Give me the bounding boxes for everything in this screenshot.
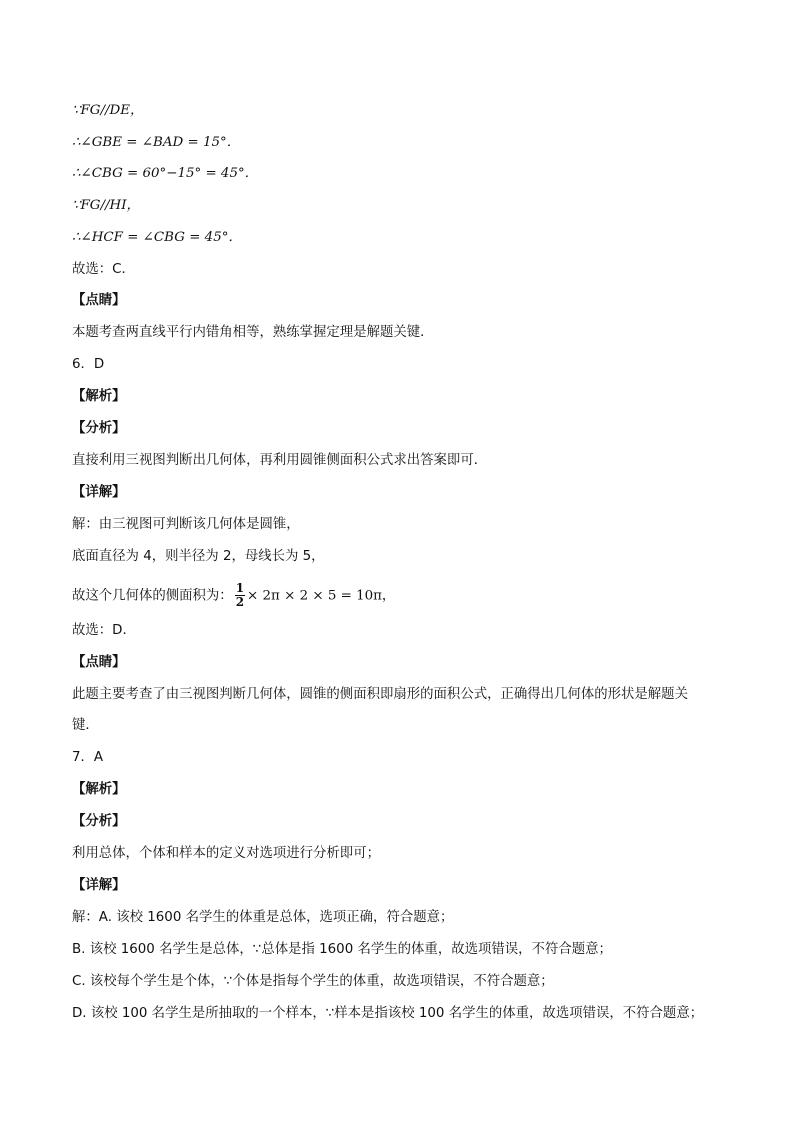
section-heading: 【分析】 [72, 421, 126, 436]
formula-prefix: 故这个几何体的侧面积为： [72, 588, 233, 604]
text-line: 故选：D． [72, 623, 136, 638]
text-line: 故选：C． [72, 262, 135, 277]
section-heading: 【解析】 [72, 389, 126, 404]
section-heading: 【解析】 [72, 782, 126, 797]
section-heading: 【点睛】 [72, 655, 126, 670]
question-answer: 6．D [72, 357, 105, 372]
fraction-denominator: 2 [235, 595, 245, 609]
text-line: 此题主要考查了由三视图判断几何体，圆锥的侧面积即扇形的面积公式，正确得出几何体的形状是解题关 [72, 687, 688, 702]
text-line: 直接利用三视图判断出几何体，再利用圆锥侧面积公式求出答案即可． [72, 453, 488, 468]
text-line: 底面直径为 4，则半径为 2，母线长为 5， [72, 549, 325, 564]
formula-expression: × 2π × 2 × 5 = 10π， [247, 588, 396, 604]
text-line: ∴∠CBG = 60°−15° = 45°． [72, 166, 259, 181]
section-heading: 【点睛】 [72, 293, 126, 308]
section-heading: 【详解】 [72, 485, 126, 500]
text-line: C. 该校每个学生是个体，∵个体是指每个学生的体重，故选项错误，不符合题意； [72, 974, 554, 989]
section-heading: 【详解】 [72, 878, 126, 893]
text-line: ∵FG//HI， [72, 198, 140, 213]
formula-line [72, 582, 724, 609]
section-heading: 【分析】 [72, 814, 126, 829]
text-line: ∵FG//DE， [72, 103, 144, 118]
text-line: 本题考查两直线平行内错角相等，熟练掌握定理是解题关键． [72, 325, 434, 340]
text-line: B. 该校 1600 名学生是总体，∵总体是指 1600 名学生的体重，故选项错误，不符合题意； [72, 942, 612, 957]
text-line: 键． [72, 718, 99, 733]
fraction [235, 582, 245, 609]
text-line: ∴∠HCF = ∠CBG = 45°． [72, 230, 242, 245]
question-answer: 7．A [72, 750, 104, 765]
text-line: D. 该校 100 名学生是所抽取的一个样本，∵样本是指该校 100 名学生的体重，故选项错误，不符合题意； [72, 1006, 704, 1021]
text-line: ∴∠GBE = ∠BAD = 15°． [72, 135, 241, 150]
fraction-numerator: 1 [235, 581, 245, 595]
text-line: 利用总体，个体和样本的定义对选项进行分析即可； [72, 846, 380, 861]
text-line: 解：由三视图可判断该几何体是圆锥， [72, 517, 300, 532]
text-line: 解：A. 该校 1600 名学生的体重是总体，选项正确，符合题意； [72, 910, 454, 925]
